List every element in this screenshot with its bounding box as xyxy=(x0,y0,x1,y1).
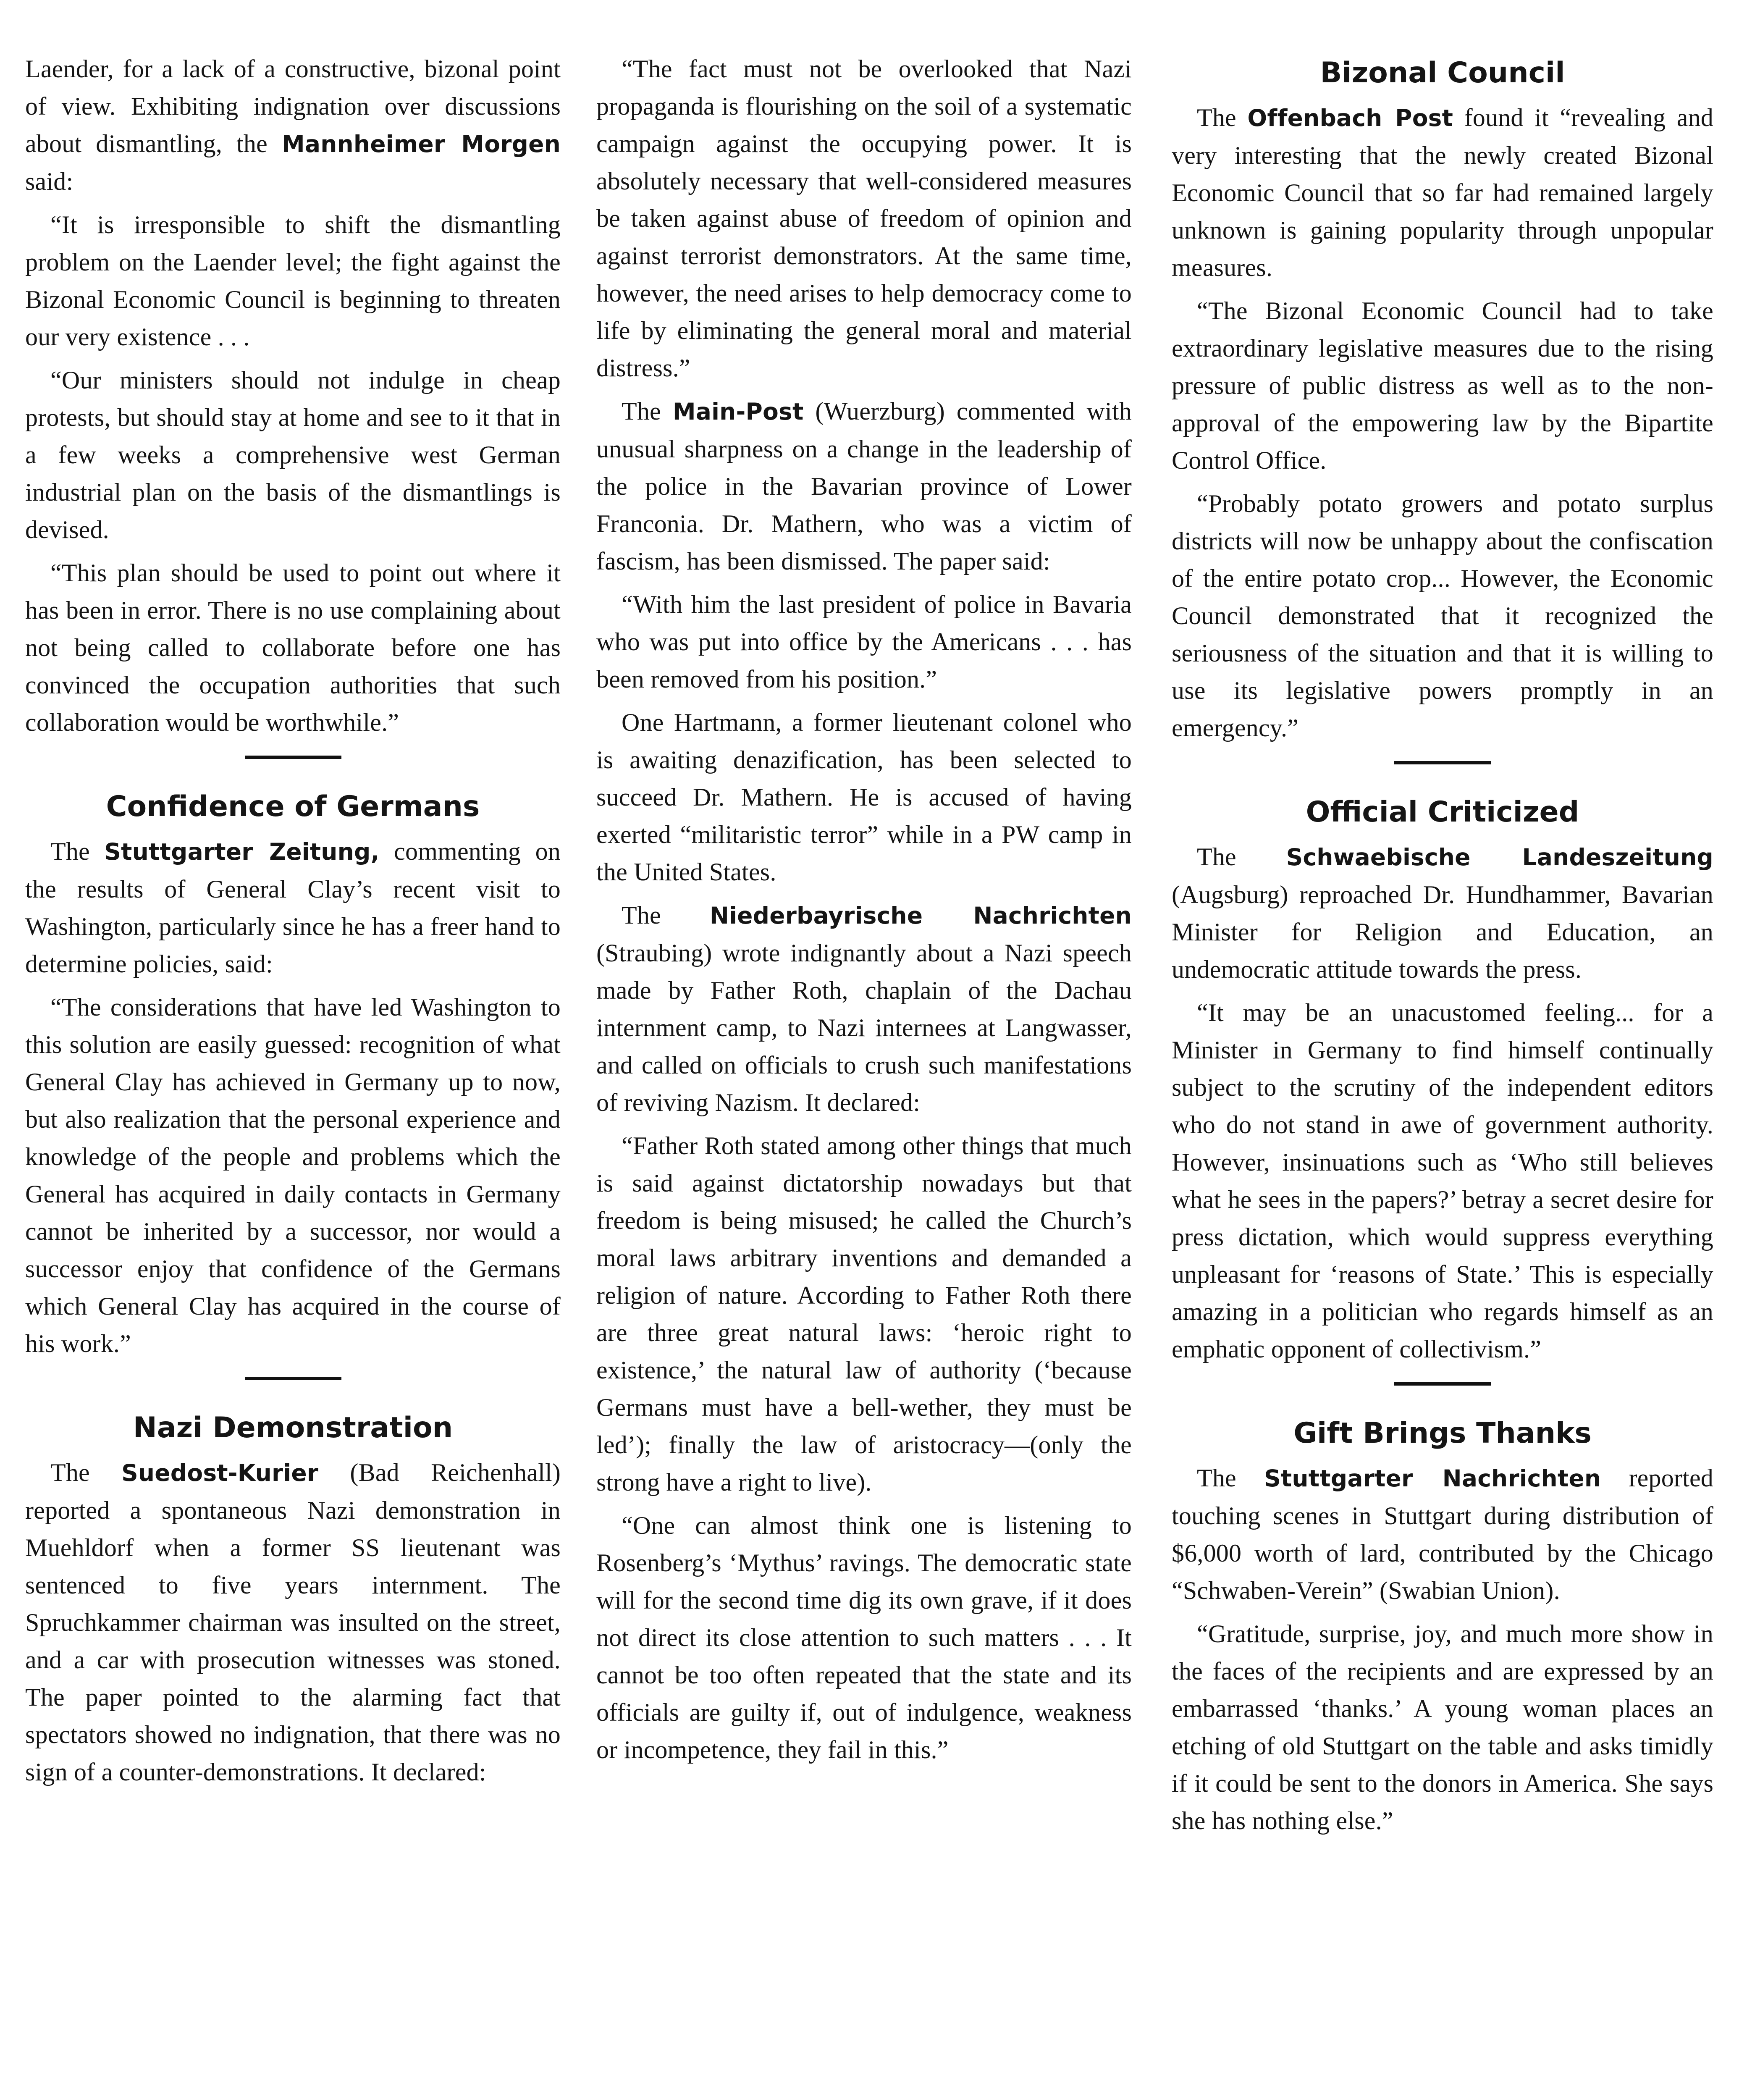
paragraph: The Main-Post (Wuerzburg) commented with unusual sharpness on a change in the leadership of the police in the Bavarian province of Lower Franconia. Dr. Mathern, who was a victim of fascism, has been dismissed. The paper said: xyxy=(596,397,1132,575)
quote-paragraph: “Gratitude, surprise, joy, and much more show in the faces of the recipients and are expressed by an embarrassed ‘thanks.’ A young woman places an etching of old Stuttgart on the table and asks timidly if it could be sent to the donors in America. She says she has nothing else.” xyxy=(1172,1620,1713,1835)
quote-paragraph: “It may be an unacustomed feeling... for a Minister in Germany to find himself continually subject to the scrutiny of the independent editors who do not stand in awe of government authority. However, insinuations such as ‘Who still believes what he sees in the papers?’ betray a secret desire for press dictation, which would suppress everything unpleasant for ‘reasons of State.’ This is especially amazing in a politician who regards himself as an emphatic opponent of collectivism.” xyxy=(1172,999,1713,1363)
quote-paragraph: “Father Roth stated among other things that much is said against dictatorship nowadays but that freedom is being misused; he called the Church’s moral laws arbitrary inventions and demanded a religion of nature. According to Father Roth there are three great natural laws: ‘heroic right to existence,’ the natural law of authority (‘because Germans must have a bell-wether, they must be led’); finally the law of aristocracy—(only the strong have a right to live). xyxy=(596,1132,1132,1496)
section-heading-gift-brings-thanks: Gift Brings Thanks xyxy=(1293,1417,1592,1450)
quote-paragraph: “With him the last president of police in Bavaria who was put into office by the Americans . . . has been removed from his position.” xyxy=(596,591,1132,693)
quote-paragraph: “This plan should be used to point out where it has been in error. There is no use complaining about not being called to collaborate before one has convinced the occupation authorities that such collaboration would be worthwhile.” xyxy=(25,559,561,736)
newspaper-name: Stuttgarter Nachrichten xyxy=(1264,1465,1601,1492)
section-heading-official-criticized: Official Criticized xyxy=(1306,795,1579,829)
quote-paragraph: “It is irresponsible to shift the dismantling problem on the Laender level; the fight against the Bizonal Economic Council is beginning to threaten our very existence . . . xyxy=(25,211,561,351)
paragraph: Laender, for a lack of a constructive, bizonal point of view. Exhibiting indignation over discussions about dismantling, the Mannheimer Morgen said: xyxy=(25,55,561,195)
paragraph: The Schwaebische Landeszeitung (Augsburg) reproached Dr. Hundhammer, Bavarian Minister for Religion and Education, an undemocratic attitude towards the press. xyxy=(1172,843,1713,983)
section-heading-nazi-demonstration: Nazi Demonstration xyxy=(133,1411,453,1444)
newspaper-name: Main-Post xyxy=(672,398,804,425)
paragraph: The Offenbach Post found it “revealing and very interesting that the newly created Bizonal Economic Council that so far had remained largely unknown is gaining popularity through unpopular measures. xyxy=(1172,104,1713,281)
quote-paragraph: “The Bizonal Economic Council had to take extraordinary legislative measures due to the rising pressure of public distress as well as to the non-approval of the empowering law by the Bipartite Control Office. xyxy=(1172,297,1713,474)
quote-paragraph: “The fact must not be overlooked that Nazi propaganda is flourishing on the soil of a systematic campaign against the occupying power. It is absolutely necessary that well-considered measures be taken against abuse of freedom of opinion and against terrorist demonstrators. At the same time, however, the need arises to help democracy come to life by eliminating the general moral and material distress.” xyxy=(596,55,1132,382)
newspaper-name: Offenbach Post xyxy=(1247,105,1453,131)
paragraph: The Suedost-Kurier (Bad Reichenhall) reported a spontaneous Nazi demonstration in Muehldorf when a former SS lieutenant was sentenced to five years internment. The Spruchkammer chairman was insulted on the street, and a car with prosecution witnesses was stoned. The paper pointed to the alarming fact that spectators showed no indignation, that there was no sign of a counter-demonstrations. It declared: xyxy=(25,1459,561,1786)
newspaper-name: Niederbayrische Nachrichten xyxy=(709,902,1132,929)
section-divider xyxy=(1394,761,1491,764)
newspaper-name: Stuttgarter Zeitung, xyxy=(104,838,380,865)
section-divider xyxy=(1394,1382,1491,1386)
newspaper-name: Mannheimer Morgen xyxy=(281,131,561,158)
column-right xyxy=(1172,50,1713,2100)
section-divider xyxy=(245,756,341,759)
newspaper-name: Schwaebische Landeszeitung xyxy=(1286,844,1713,871)
paragraph: One Hartmann, a former lieutenant colonel who is awaiting denazification, has been selected to succeed Dr. Mathern. He is accused of having exerted “militaristic terror” while in a PW camp in the United States. xyxy=(596,709,1132,886)
quote-paragraph: “One can almost think one is listening to Rosenberg’s ‘Mythus’ ravings. The democratic state will for the second time dig its own grave, if it does not direct its close attention to such matters . . . It cannot be too often repeated that the state and its officials are guilty if, out of indulgence, weakness or incompetence, they fail in this.” xyxy=(596,1512,1132,1764)
newspaper-name: Suedost-Kurier xyxy=(121,1460,319,1486)
section-divider xyxy=(245,1377,341,1380)
section-heading-confidence: Confidence of Germans xyxy=(106,790,480,823)
paragraph: The Niederbayrische Nachrichten (Straubing) wrote indignantly about a Nazi speech made by Father Roth, chaplain of the Dachau internment camp, to Nazi internees at Langwasser, and called on officials to crush such manifestations of reviving Nazism. It declared: xyxy=(596,901,1132,1116)
paragraph: The Stuttgarter Nachrichten reported touching scenes in Stuttgart during distribution of $6,000 worth of lard, contributed by the Chicago “Schwaben-Verein” (Swabian Union). xyxy=(1172,1464,1713,1604)
paragraph: The Stuttgarter Zeitung, commenting on the results of General Clay’s recent visit to Washington, particularly since he has a freer hand to determine policies, said: xyxy=(25,837,561,978)
column-left xyxy=(25,50,561,2100)
column-middle xyxy=(596,50,1132,2100)
section-heading-bizonal-council: Bizonal Council xyxy=(1320,56,1565,89)
quote-paragraph: “The considerations that have led Washington to this solution are easily guessed: recognition of what General Clay has achieved in Germany up to now, but also realization that the personal experience and knowledge of the people and problems which the General has acquired in daily contacts in Germany cannot be inherited by a successor, nor would a successor enjoy that confidence of the Germans which General Clay has acquired in the course of his work.” xyxy=(25,993,561,1357)
quote-paragraph: “Probably potato growers and potato surplus districts will now be unhappy about the confiscation of the entire potato crop... However, the Economic Council demonstrated that it recognized the seriousness of the situation and that it is willing to use its legislative powers promptly in an emergency.” xyxy=(1172,490,1713,742)
quote-paragraph: “Our ministers should not indulge in cheap protests, but should stay at home and see to it that in a few weeks a comprehensive west German industrial plan on the basis of the dismantlings is devised. xyxy=(25,366,561,543)
